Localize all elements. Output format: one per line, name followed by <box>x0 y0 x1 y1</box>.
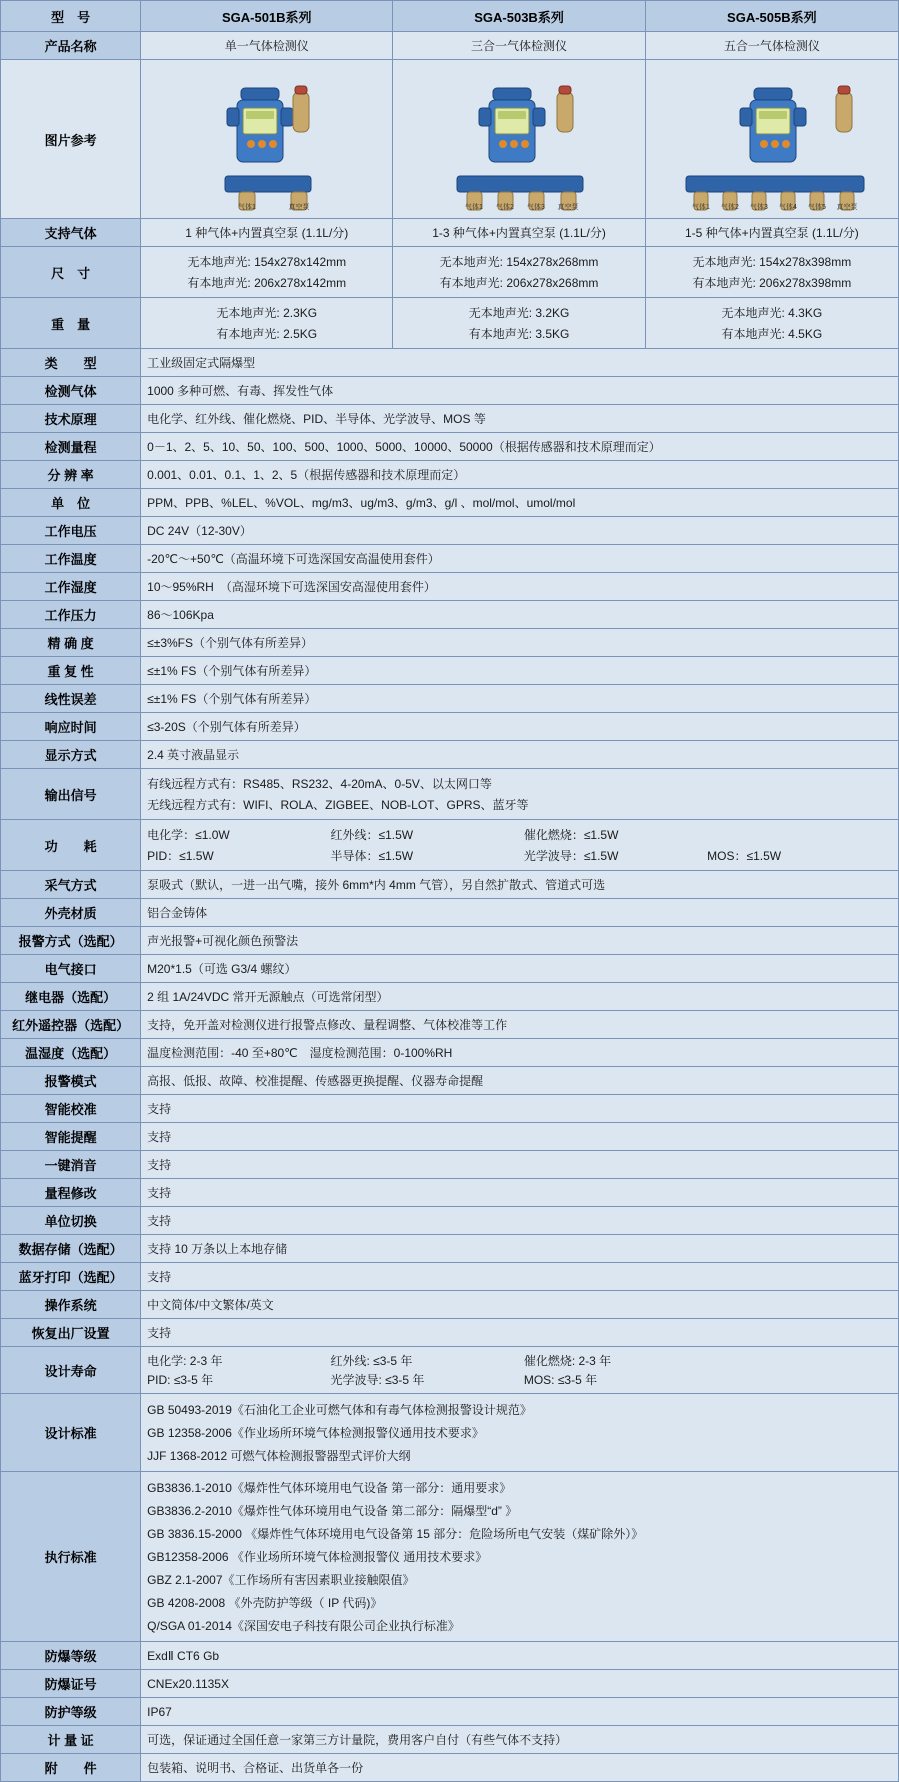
size-2 <box>393 247 645 298</box>
table-row-weight <box>1 298 899 349</box>
row-label-one-key-mute: 一键消音 <box>1 1151 141 1179</box>
product-name-2: 三合一气体检测仪 <box>393 32 645 60</box>
row-label-ip-level: 防护等级 <box>1 1698 141 1726</box>
exec-standard-line-1: GB3836.1-2010《爆炸性气体环境用电气设备 第一部分：通用要求》 <box>147 1481 512 1495</box>
row-value-voltage: DC 24V（12-30V） <box>141 517 899 545</box>
weight-3 <box>645 298 898 349</box>
weight-1-line2: 有本地声光: 2.5KG <box>216 327 318 341</box>
row-label-unit: 单 位 <box>1 489 141 517</box>
row-label-ex-level: 防爆等级 <box>1 1642 141 1670</box>
row-label-exec-standard: 执行标准 <box>1 1472 141 1642</box>
table-row-relay <box>1 983 899 1011</box>
row-label-output-signal: 输出信号 <box>1 769 141 820</box>
row-label-alarm-mode: 报警模式 <box>1 1067 141 1095</box>
design-life-line1 <box>147 1351 892 1370</box>
device-illustration-1 <box>167 66 367 212</box>
exec-standard-line-3: GB 3836.15-2000 《爆炸性气体环境用电气设备第 15 部分：危险场所电气安装（煤矿除外）》 <box>147 1527 644 1541</box>
row-value-detect-gas: 1000 多种可燃、有毒、挥发性气体 <box>141 377 899 405</box>
row-label-repeatability: 重 复 性 <box>1 657 141 685</box>
svg-text:气体1: 气体1 <box>691 204 710 211</box>
design-standard-line-3: JJF 1368-2012 可燃气体检测报警器型式评价大纲 <box>147 1449 411 1463</box>
table-row-output-signal <box>1 769 899 820</box>
row-value-design-standard <box>141 1394 899 1472</box>
table-row-one-key-mute <box>1 1151 899 1179</box>
table-row-ex-level <box>1 1642 899 1670</box>
row-value-smart-calibration: 支持 <box>141 1095 899 1123</box>
power-line1 <box>147 824 892 845</box>
table-row-range-modify <box>1 1179 899 1207</box>
table-row-header <box>1 1 899 32</box>
table-row-response-time <box>1 713 899 741</box>
table-row-work-pressure <box>1 601 899 629</box>
exec-standard-line-7: Q/SGA 01-2014《深国安电子科技有限公司企业执行标准》 <box>147 1619 460 1633</box>
design-standard-line-1: GB 50493-2019《石油化工企业可燃气体和有毒气体检测报警设计规范》 <box>147 1403 532 1417</box>
row-label-tech-principle: 技术原理 <box>1 405 141 433</box>
row-value-power <box>141 820 899 871</box>
row-value-one-key-mute: 支持 <box>141 1151 899 1179</box>
size-3-line2: 有本地声光: 206x278x398mm <box>692 276 852 290</box>
row-value-response-time: ≤3-20S（个别气体有所差异） <box>141 713 899 741</box>
row-label-size: 尺 寸 <box>1 247 141 298</box>
table-row-range <box>1 433 899 461</box>
size-1 <box>141 247 393 298</box>
row-label-image-ref: 图片参考 <box>1 60 141 219</box>
row-label-design-life: 设计寿命 <box>1 1347 141 1394</box>
row-label-design-standard: 设计标准 <box>1 1394 141 1472</box>
power-semiconductor: 半导体：≤1.5W <box>330 849 414 863</box>
row-value-metrology-cert: 可选，保证通过全国任意一家第三方计量院，费用客户自付（有些气体不支持） <box>141 1726 899 1754</box>
row-label-smart-calibration: 智能校准 <box>1 1095 141 1123</box>
row-label-response-time: 响应时间 <box>1 713 141 741</box>
power-pid: PID：≤1.5W <box>147 849 214 863</box>
row-label-accuracy: 精 确 度 <box>1 629 141 657</box>
table-row-temp-humidity <box>1 1039 899 1067</box>
table-row-design-life <box>1 1347 899 1394</box>
row-label-support-gas: 支持气体 <box>1 219 141 247</box>
svg-text:气体1: 气体1 <box>465 204 483 211</box>
output-signal-wired: 有线远程方式有：RS485、RS232、4-20mA、0-5V、以太网口等 <box>147 777 492 791</box>
row-label-weight: 重 量 <box>1 298 141 349</box>
support-gas-1: 1 种气体+内置真空泵 (1.1L/分) <box>141 219 393 247</box>
product-name-1: 单一气体检测仪 <box>141 32 393 60</box>
row-label-sampling: 采气方式 <box>1 871 141 899</box>
row-label-linearity: 线性误差 <box>1 685 141 713</box>
size-1-line2: 有本地声光: 206x278x142mm <box>187 276 347 290</box>
svg-text:气体3: 气体3 <box>749 204 768 211</box>
size-1-line1: 无本地声光: 154x278x142mm <box>187 255 347 269</box>
row-value-linearity: ≤±1% FS（个别气体有所差异） <box>141 685 899 713</box>
row-label-unit-switch: 单位切换 <box>1 1207 141 1235</box>
row-label-smart-reminder: 智能提醒 <box>1 1123 141 1151</box>
svg-text:气体3: 气体3 <box>527 204 545 211</box>
row-label-metrology-cert: 计 量 证 <box>1 1726 141 1754</box>
row-label-work-humidity: 工作湿度 <box>1 573 141 601</box>
row-value-unit: PPM、PPB、%LEL、%VOL、mg/m3、ug/m3、g/m3、g/l 、mol/mol、umol/mol <box>141 489 899 517</box>
row-value-ir-remote: 支持，免开盖对检测仪进行报警点修改、量程调整、气体校准等工作 <box>141 1011 899 1039</box>
row-value-temp-humidity: 温度检测范围：-40 至+80℃ 湿度检测范围：0-100%RH <box>141 1039 899 1067</box>
exec-standard-line-6: GB 4208-2008 《外壳防护等级（ IP 代码)》 <box>147 1596 383 1610</box>
table-row-display <box>1 741 899 769</box>
row-value-design-life <box>141 1347 899 1394</box>
size-2-line1: 无本地声光: 154x278x268mm <box>439 255 599 269</box>
support-gas-3: 1-5 种气体+内置真空泵 (1.1L/分) <box>645 219 898 247</box>
row-value-repeatability: ≤±1% FS（个别气体有所差异） <box>141 657 899 685</box>
row-value-work-pressure: 86～106Kpa <box>141 601 899 629</box>
table-row-bluetooth-print <box>1 1263 899 1291</box>
table-row-unit-switch <box>1 1207 899 1235</box>
row-value-resolution: 0.001、0.01、0.1、1、2、5（根据传感器和技术原理而定） <box>141 461 899 489</box>
table-row-size <box>1 247 899 298</box>
size-3 <box>645 247 898 298</box>
row-value-os: 中文简体/中文繁体/英文 <box>141 1291 899 1319</box>
row-value-electrical-port: M20*1.5（可选 G3/4 螺纹） <box>141 955 899 983</box>
row-value-ex-level: ExdⅡ CT6 Gb <box>141 1642 899 1670</box>
table-row-resolution <box>1 461 899 489</box>
row-label-type: 类 型 <box>1 349 141 377</box>
table-row-support-gas <box>1 219 899 247</box>
row-label-work-pressure: 工作压力 <box>1 601 141 629</box>
life-catalytic: 催化燃烧: 2-3 年 <box>523 1354 612 1368</box>
table-row-unit <box>1 489 899 517</box>
row-value-relay: 2 组 1A/24VDC 常开无源触点（可选常闭型） <box>141 983 899 1011</box>
row-label-voltage: 工作电压 <box>1 517 141 545</box>
row-label-power: 功 耗 <box>1 820 141 871</box>
table-row-alarm-mode <box>1 1067 899 1095</box>
table-row-accuracy <box>1 629 899 657</box>
row-value-factory-reset: 支持 <box>141 1319 899 1347</box>
exec-standard-line-2: GB3836.2-2010《爆炸性气体环境用电气设备 第二部分：隔爆型“d” 》 <box>147 1504 518 1518</box>
life-pid: PID: ≤3-5 年 <box>147 1373 214 1387</box>
product-name-3: 五合一气体检测仪 <box>645 32 898 60</box>
exec-standard-line-5: GBZ 2.1-2007《工作场所有害因素职业接触限值》 <box>147 1573 415 1587</box>
table-row-ex-cert <box>1 1670 899 1698</box>
row-value-unit-switch: 支持 <box>141 1207 899 1235</box>
power-line2 <box>147 845 892 866</box>
row-label-os: 操作系统 <box>1 1291 141 1319</box>
table-row-ir-remote <box>1 1011 899 1039</box>
row-value-smart-reminder: 支持 <box>141 1123 899 1151</box>
row-label-detect-gas: 检测气体 <box>1 377 141 405</box>
row-value-range: 0－1、2、5、10、50、100、500、1000、5000、10000、50000（根据传感器和技术原理而定） <box>141 433 899 461</box>
row-label-display: 显示方式 <box>1 741 141 769</box>
row-label-relay: 继电器（选配） <box>1 983 141 1011</box>
exec-standard-line-4: GB12358-2006 《作业场所环境气体检测报警仪 通用技术要求》 <box>147 1550 488 1564</box>
row-value-alarm-mode: 高报、低报、故障、校准提醒、传感器更换提醒、仪器寿命提醒 <box>141 1067 899 1095</box>
table-row-data-storage <box>1 1235 899 1263</box>
life-infrared: 红外线: ≤3-5 年 <box>330 1354 413 1368</box>
svg-text:气体4: 气体4 <box>778 204 797 211</box>
table-row-exec-standard <box>1 1472 899 1642</box>
row-value-range-modify: 支持 <box>141 1179 899 1207</box>
row-label-ex-cert: 防爆证号 <box>1 1670 141 1698</box>
table-row-ip-level <box>1 1698 899 1726</box>
table-row-design-standard <box>1 1394 899 1472</box>
table-row-tech-principle <box>1 405 899 433</box>
row-value-ex-cert: CNEx20.1135X <box>141 1670 899 1698</box>
model-col-3: SGA-505B系列 <box>645 1 898 32</box>
row-label-resolution: 分 辨 率 <box>1 461 141 489</box>
life-electrochemical: 电化学: 2-3 年 <box>147 1354 223 1368</box>
table-row-detect-gas <box>1 377 899 405</box>
table-row-factory-reset <box>1 1319 899 1347</box>
device-caption-1-1: 气体1 <box>237 204 256 211</box>
row-label-product-name: 产品名称 <box>1 32 141 60</box>
table-row-linearity <box>1 685 899 713</box>
row-label-data-storage: 数据存储（选配） <box>1 1235 141 1263</box>
row-label-electrical-port: 电气接口 <box>1 955 141 983</box>
row-value-accuracy: ≤±3%FS（个别气体有所差异） <box>141 629 899 657</box>
table-row-image-ref <box>1 60 899 219</box>
weight-1-line1: 无本地声光: 2.3KG <box>216 306 318 320</box>
output-signal-wireless: 无线远程方式有：WIFI、ROLA、ZIGBEE、NOB-LOT、GPRS、蓝牙等 <box>147 798 529 812</box>
model-col-1: SGA-501B系列 <box>141 1 393 32</box>
table-row-smart-reminder <box>1 1123 899 1151</box>
device-image-1 <box>141 60 393 219</box>
table-row-alarm-type <box>1 927 899 955</box>
row-label-range: 检测量程 <box>1 433 141 461</box>
svg-text:气体2: 气体2 <box>720 204 739 211</box>
life-mos: MOS: ≤3-5 年 <box>523 1373 598 1387</box>
svg-text:真空泵: 真空泵 <box>836 204 858 211</box>
row-label-ir-remote: 红外遥控器（选配） <box>1 1011 141 1039</box>
table-row-work-temp <box>1 545 899 573</box>
row-value-work-humidity: 10～95%RH （高湿环境下可选深国安高湿使用套件） <box>141 573 899 601</box>
power-mos: MOS：≤1.5W <box>707 849 782 863</box>
weight-3-line1: 无本地声光: 4.3KG <box>721 306 823 320</box>
table-row-smart-calibration <box>1 1095 899 1123</box>
svg-text:气体5: 气体5 <box>807 204 826 211</box>
weight-3-line2: 有本地声光: 4.5KG <box>721 327 823 341</box>
row-value-bluetooth-print: 支持 <box>141 1263 899 1291</box>
table-row-power <box>1 820 899 871</box>
row-value-work-temp: -20℃～+50℃（高温环境下可选深国安高温使用套件） <box>141 545 899 573</box>
table-row-shell-material <box>1 899 899 927</box>
support-gas-2: 1-3 种气体+内置真空泵 (1.1L/分) <box>393 219 645 247</box>
row-value-accessories: 包装箱、说明书、合格证、出货单各一份 <box>141 1754 899 1782</box>
row-value-alarm-type: 声光报警+可视化颜色预警法 <box>141 927 899 955</box>
row-label-factory-reset: 恢复出厂设置 <box>1 1319 141 1347</box>
row-value-data-storage: 支持 10 万条以上本地存储 <box>141 1235 899 1263</box>
row-value-ip-level: IP67 <box>141 1698 899 1726</box>
table-row-type <box>1 349 899 377</box>
design-standard-line-2: GB 12358-2006《作业场所环境气体检测报警仪通用技术要求》 <box>147 1426 484 1440</box>
weight-1 <box>141 298 393 349</box>
table-row-metrology-cert <box>1 1726 899 1754</box>
row-label-accessories: 附 件 <box>1 1754 141 1782</box>
device-image-3 <box>645 60 898 219</box>
power-optical: 光学波导：≤1.5W <box>523 849 619 863</box>
table-row-sampling <box>1 871 899 899</box>
row-value-type: 工业级固定式隔爆型 <box>141 349 899 377</box>
size-3-line1: 无本地声光: 154x278x398mm <box>692 255 852 269</box>
svg-text:真空泵: 真空泵 <box>557 204 579 211</box>
weight-2-line1: 无本地声光: 3.2KG <box>468 306 570 320</box>
row-label-model: 型 号 <box>1 1 141 32</box>
size-2-line2: 有本地声光: 206x278x268mm <box>439 276 599 290</box>
table-row-accessories <box>1 1754 899 1782</box>
row-value-shell-material: 铝合金铸体 <box>141 899 899 927</box>
svg-text:气体2: 气体2 <box>496 204 514 211</box>
row-label-alarm-type: 报警方式（选配） <box>1 927 141 955</box>
row-label-bluetooth-print: 蓝牙打印（选配） <box>1 1263 141 1291</box>
row-value-display: 2.4 英寸液晶显示 <box>141 741 899 769</box>
row-value-sampling: 泵吸式（默认，一进一出气嘴，接外 6mm*内 4mm 气管），另自然扩散式、管道式可选 <box>141 871 899 899</box>
weight-2-line2: 有本地声光: 3.5KG <box>468 327 570 341</box>
device-illustration-3 <box>650 66 894 212</box>
table-row-os <box>1 1291 899 1319</box>
row-value-output-signal <box>141 769 899 820</box>
device-illustration-2 <box>405 66 633 212</box>
device-image-2 <box>393 60 645 219</box>
device-caption-1-2: 真空泵 <box>288 204 310 211</box>
row-value-tech-principle: 电化学、红外线、催化燃烧、PID、半导体、光学波导、MOS 等 <box>141 405 899 433</box>
model-col-2: SGA-503B系列 <box>393 1 645 32</box>
weight-2 <box>393 298 645 349</box>
power-catalytic: 催化燃烧：≤1.5W <box>523 828 619 842</box>
power-infrared: 红外线：≤1.5W <box>330 828 414 842</box>
table-row-product-name <box>1 32 899 60</box>
power-electrochemical: 电化学：≤1.0W <box>147 828 230 842</box>
table-row-electrical-port <box>1 955 899 983</box>
table-row-voltage <box>1 517 899 545</box>
design-life-line2 <box>147 1370 892 1389</box>
table-row-repeatability <box>1 657 899 685</box>
table-row-work-humidity <box>1 573 899 601</box>
row-label-shell-material: 外壳材质 <box>1 899 141 927</box>
row-label-work-temp: 工作温度 <box>1 545 141 573</box>
life-optical: 光学波导: ≤3-5 年 <box>330 1373 425 1387</box>
row-value-exec-standard <box>141 1472 899 1642</box>
row-label-temp-humidity: 温湿度（选配） <box>1 1039 141 1067</box>
row-label-range-modify: 量程修改 <box>1 1179 141 1207</box>
